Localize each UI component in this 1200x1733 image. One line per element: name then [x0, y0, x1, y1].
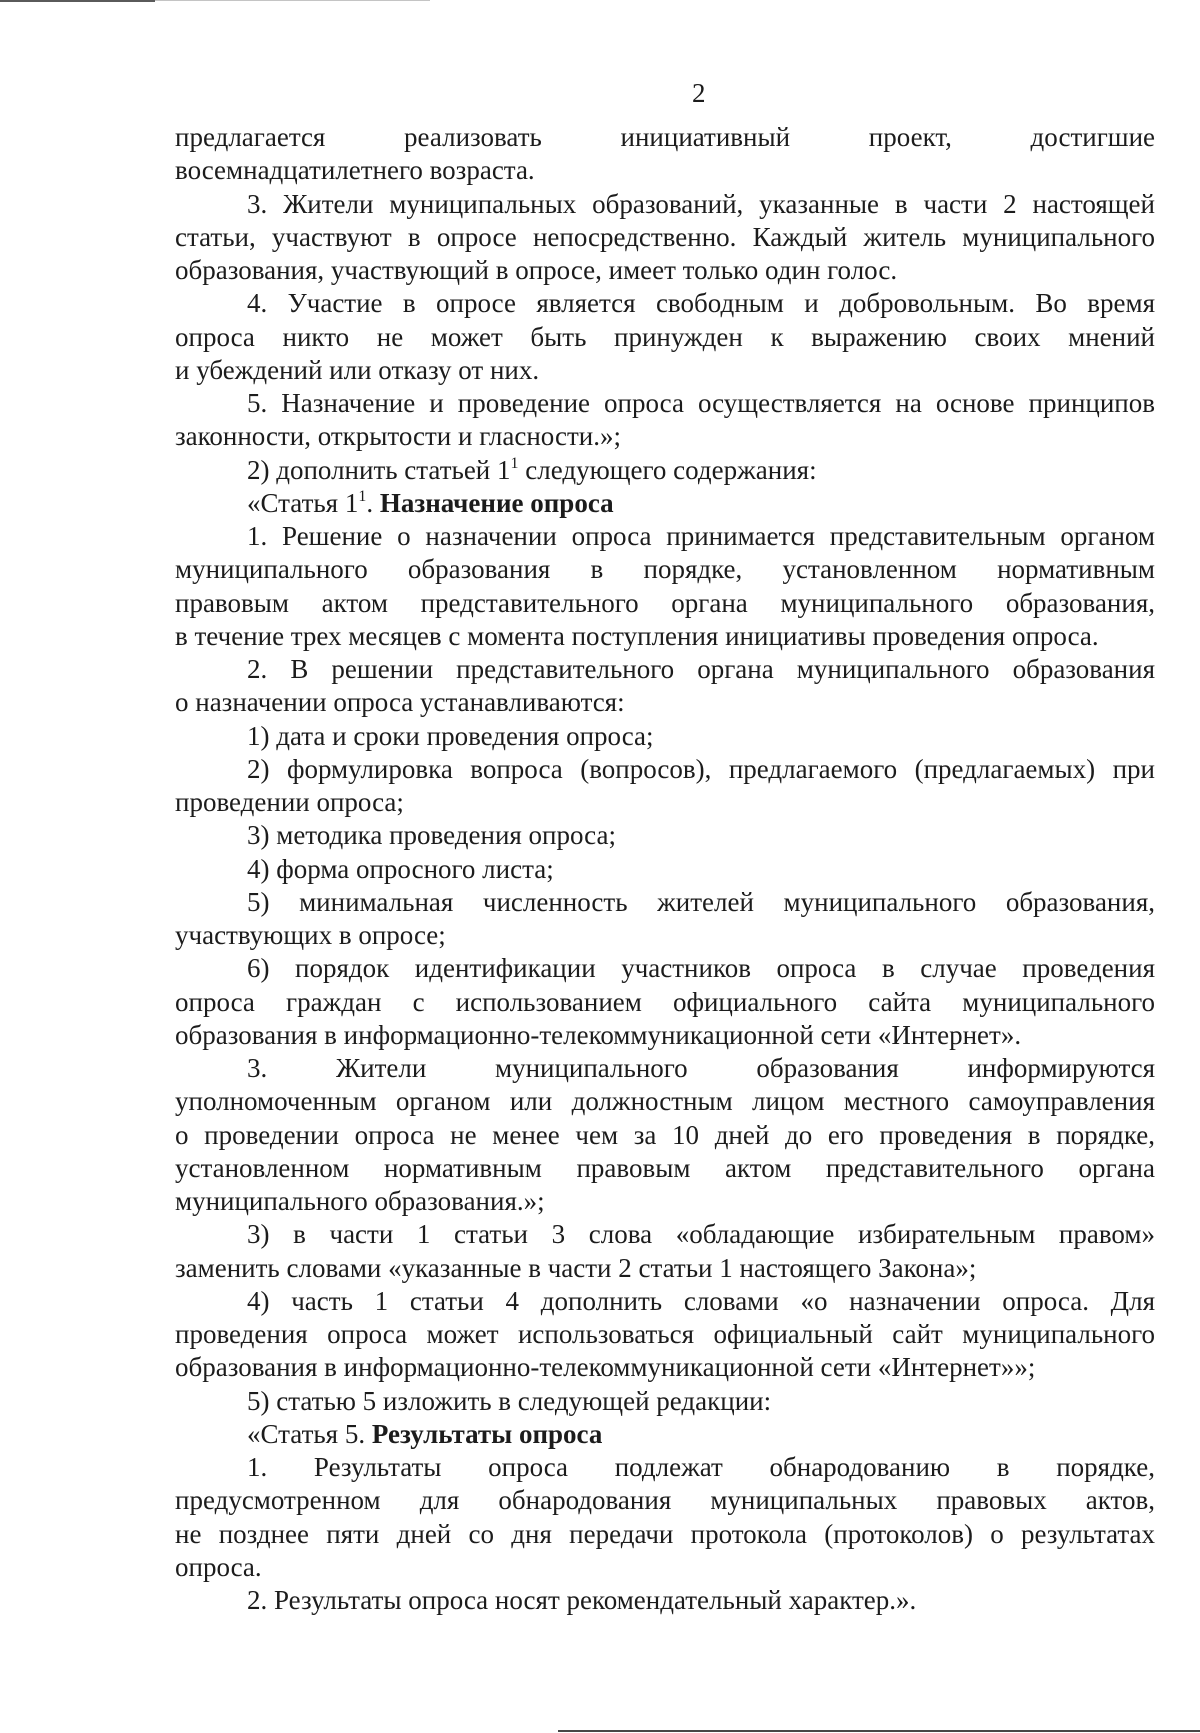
text-line: 4) часть 1 статьи 4 дополнить словами «о назначении опроса. Для: [247, 1285, 1155, 1316]
text-line: муниципального образования.»;: [175, 1186, 545, 1216]
superscript: 1: [510, 454, 519, 472]
text-line: 5. Назначение и проведение опроса осуществляется на основе принципов: [247, 388, 1155, 418]
text-line: 3) в части 1 статьи 3 слова «обладающие избирательным правом»: [247, 1219, 1155, 1250]
text-line: установленном нормативным правовым актом представительного органа: [175, 1152, 1155, 1183]
text-line: заменить словами «указанные в части 2 статьи 1 настоящего Закона»;: [175, 1252, 977, 1283]
text-line: законности, открытости и гласности.»;: [175, 421, 621, 452]
text-line: 1) дата и сроки проведения опроса;: [247, 720, 654, 751]
text-line: участвующих в опросе;: [175, 920, 446, 950]
text-line: 5) минимальная численность жителей муниципального образования,: [247, 886, 1155, 917]
article-title: Результаты опроса: [371, 1418, 603, 1449]
text-line: 5) статью 5 изложить в следующей редакции:: [247, 1385, 772, 1416]
text-line: уполномоченным органом или должностным лицом местного самоуправления: [175, 1086, 1155, 1117]
document-body: [175, 121, 1155, 1617]
line-text: .: [366, 487, 380, 518]
text-line: опроса граждан с использованием официального сайта муниципального: [175, 986, 1155, 1017]
text-line: 1. Результаты опроса подлежат обнародованию в порядке,: [247, 1452, 1155, 1482]
text-line: предлагается реализовать инициативный проект, достигшие: [175, 122, 1155, 152]
text-line: о назначении опроса устанавливаются:: [175, 687, 625, 718]
line-text: следующего содержания:: [518, 454, 817, 485]
article-heading: [175, 1418, 1155, 1451]
text-line: [175, 454, 1155, 487]
text-line: 3) методика проведения опроса;: [247, 820, 616, 851]
text-line: восемнадцатилетнего возраста.: [175, 155, 535, 186]
text-line: и убеждений или отказу от них.: [175, 354, 540, 385]
scan-edge-line: [0, 0, 155, 2]
text-line: проведения опроса может использоваться официальный сайт муниципального: [175, 1319, 1155, 1349]
text-line: образования в информационно-телекоммуникационной сети «Интернет»»;: [175, 1352, 1036, 1383]
text-line: муниципального образования в порядке, установленном нормативным: [175, 554, 1155, 585]
text-line: 3. Жители муниципального образования информируются: [247, 1053, 1155, 1083]
line-text: «Статья 5.: [247, 1418, 372, 1449]
text-line: правовым актом представительного органа муниципального образования,: [175, 587, 1155, 618]
text-line: статьи, участвуют в опросе непосредственно. Каждый житель муниципального: [175, 221, 1155, 252]
text-line: 3. Жители муниципальных образований, указанные в части 2 настоящей: [247, 188, 1155, 219]
article-title: Назначение опроса: [379, 487, 614, 518]
scan-edge-line: [558, 1730, 1200, 1732]
text-line: 2. Результаты опроса носят рекомендательный характер.».: [247, 1585, 917, 1615]
text-line: не позднее пяти дней со дня передачи протокола (протоколов) о результатах: [175, 1518, 1155, 1549]
page-number: 2: [692, 78, 706, 108]
text-line: 6) порядок идентификации участников опроса в случае проведения: [247, 953, 1155, 984]
line-text: 2) дополнить статьей 1: [247, 454, 511, 485]
line-text: «Статья 1: [247, 487, 359, 518]
text-line: образования, участвующий в опросе, имеет только один голос.: [175, 255, 898, 285]
text-line: 2) формулировка вопроса (вопросов), предлагаемого (предлагаемых) при: [247, 753, 1155, 784]
text-line: образования в информационно-телекоммуникационной сети «Интернет».: [175, 1019, 1022, 1050]
text-line: опроса.: [175, 1551, 262, 1582]
text-line: 4. Участие в опросе является свободным и добровольным. Во время: [247, 288, 1155, 319]
text-line: опроса никто не может быть принужден к выражению своих мнений: [175, 321, 1155, 352]
text-line: о проведении опроса не менее чем за 10 дней до его проведения в порядке,: [175, 1119, 1155, 1150]
text-line: предусмотренном для обнародования муниципальных правовых актов,: [175, 1485, 1155, 1516]
text-line: 1. Решение о назначении опроса принимается представительным органом: [247, 521, 1155, 551]
superscript: 1: [358, 487, 367, 505]
scan-edge-line: [155, 0, 430, 1]
text-line: 4) форма опросного листа;: [247, 853, 554, 884]
text-line: в течение трех месяцев с момента поступления инициативы проведения опроса.: [175, 620, 1099, 651]
article-heading: [175, 487, 1155, 520]
text-line: 2. В решении представительного органа муниципального образования: [247, 654, 1155, 684]
text-line: проведении опроса;: [175, 787, 404, 817]
